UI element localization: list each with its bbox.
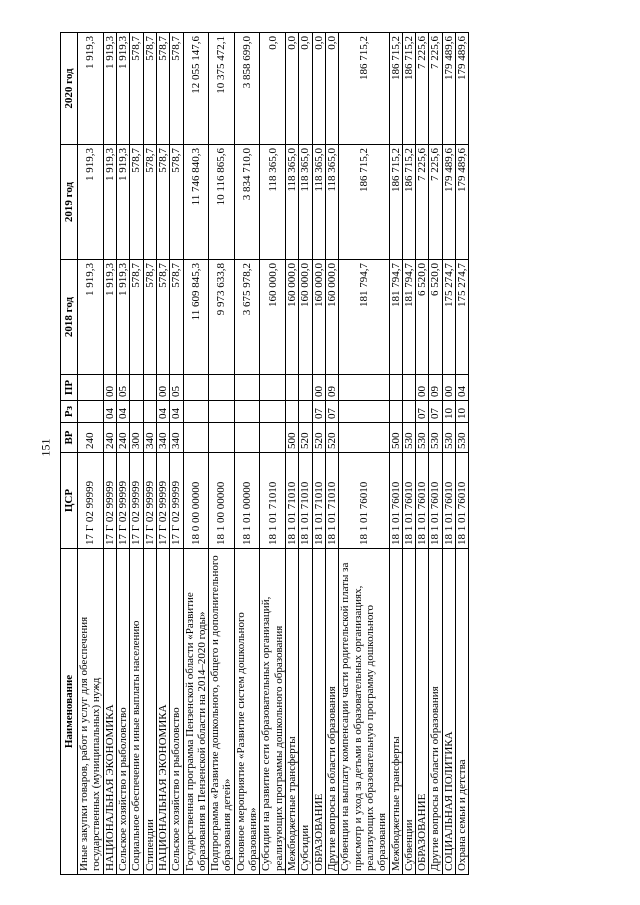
pr-cell: 05 xyxy=(170,375,183,401)
rz-cell xyxy=(209,401,235,423)
value-2019-cell: 1 919,3 xyxy=(103,145,116,260)
row-name-cell: Другие вопросы в области образования xyxy=(325,549,338,875)
csr-cell: 18 1 01 71010 xyxy=(325,453,338,549)
header-csr: ЦСР xyxy=(61,453,78,549)
value-2019-cell: 1 919,3 xyxy=(78,145,104,260)
row-name-cell: Социальное обеспечение и иные выплаты населению xyxy=(130,549,143,875)
table-row xyxy=(442,33,455,875)
table-row xyxy=(456,33,469,875)
vr-cell: 530 xyxy=(402,423,415,453)
pr-cell: 00 xyxy=(156,375,169,401)
csr-cell: 18 1 00 00000 xyxy=(209,453,235,549)
value-2019-cell: 186 715,2 xyxy=(402,145,415,260)
vr-cell: 240 xyxy=(103,423,116,453)
table-row xyxy=(429,33,442,875)
value-2018-cell: 181 794,7 xyxy=(339,260,389,375)
table-row xyxy=(286,33,299,875)
csr-cell: 17 Г 02 99999 xyxy=(103,453,116,549)
rz-cell: 07 xyxy=(325,401,338,423)
csr-cell: 18 1 01 71010 xyxy=(299,453,312,549)
table-row xyxy=(312,33,325,875)
header-row xyxy=(61,33,78,875)
pr-cell xyxy=(209,375,235,401)
value-2018-cell: 160 000,0 xyxy=(299,260,312,375)
csr-cell: 18 1 01 76010 xyxy=(402,453,415,549)
value-2018-cell: 160 000,0 xyxy=(325,260,338,375)
table-row xyxy=(339,33,389,875)
pr-cell: 09 xyxy=(325,375,338,401)
csr-cell: 18 1 01 71010 xyxy=(312,453,325,549)
pr-cell: 00 xyxy=(442,375,455,401)
table-row xyxy=(234,33,260,875)
value-2020-cell: 3 858 699,0 xyxy=(234,33,260,145)
page-number: 151 xyxy=(38,438,53,457)
value-2018-cell: 578,7 xyxy=(156,260,169,375)
value-2019-cell: 118 365,0 xyxy=(299,145,312,260)
header-pr: ПР xyxy=(61,375,78,401)
value-2018-cell: 11 609 845,3 xyxy=(183,260,209,375)
value-2019-cell: 118 365,0 xyxy=(286,145,299,260)
value-2018-cell: 160 000,0 xyxy=(286,260,299,375)
value-2019-cell: 118 365,0 xyxy=(325,145,338,260)
value-2019-cell: 10 116 865,6 xyxy=(209,145,235,260)
vr-cell: 520 xyxy=(299,423,312,453)
vr-cell: 520 xyxy=(312,423,325,453)
pr-cell: 00 xyxy=(103,375,116,401)
pr-cell xyxy=(143,375,156,401)
value-2020-cell: 0,0 xyxy=(325,33,338,145)
rz-cell xyxy=(389,401,402,423)
value-2020-cell: 1 919,3 xyxy=(78,33,104,145)
value-2020-cell: 578,7 xyxy=(170,33,183,145)
table-row xyxy=(402,33,415,875)
vr-cell: 240 xyxy=(116,423,129,453)
table-body xyxy=(78,33,469,875)
row-name-cell: Субсидии на развитие сети образовательных организаций, реализующих программы дошкольного образования xyxy=(260,549,286,875)
value-2020-cell: 186 715,2 xyxy=(339,33,389,145)
pr-cell xyxy=(402,375,415,401)
value-2020-cell: 10 375 472,1 xyxy=(209,33,235,145)
value-2019-cell: 578,7 xyxy=(156,145,169,260)
csr-cell: 18 1 01 76010 xyxy=(389,453,402,549)
value-2018-cell: 578,7 xyxy=(170,260,183,375)
vr-cell: 520 xyxy=(325,423,338,453)
value-2018-cell: 1 919,3 xyxy=(116,260,129,375)
row-name-cell: Подпрограмма «Развитие дошкольного, общего и дополнительного образования детей» xyxy=(209,549,235,875)
table-row xyxy=(183,33,209,875)
csr-cell: 17 Г 02 99999 xyxy=(156,453,169,549)
rz-cell xyxy=(78,401,104,423)
pr-cell xyxy=(339,375,389,401)
value-2020-cell: 578,7 xyxy=(143,33,156,145)
row-name-cell: Субвенции на выплату компенсации части родительской платы за присмотр и уход за детьми в образовательных организациях, реализующих образовательную программу дошкольного образования xyxy=(339,549,389,875)
header-2019: 2019 год xyxy=(61,145,78,260)
pr-cell xyxy=(78,375,104,401)
value-2020-cell: 0,0 xyxy=(286,33,299,145)
value-2018-cell: 1 919,3 xyxy=(78,260,104,375)
vr-cell: 530 xyxy=(416,423,429,453)
value-2019-cell: 118 365,0 xyxy=(312,145,325,260)
table-row xyxy=(116,33,129,875)
value-2019-cell: 118 365,0 xyxy=(260,145,286,260)
value-2019-cell: 186 715,2 xyxy=(389,145,402,260)
table-row xyxy=(130,33,143,875)
pr-cell: 00 xyxy=(312,375,325,401)
value-2020-cell: 186 715,2 xyxy=(389,33,402,145)
value-2020-cell: 179 489,6 xyxy=(456,33,469,145)
row-name-cell: Государственная программа Пензенской области «Развитие образования в Пензенской области на 2014–2020 годы» xyxy=(183,549,209,875)
rz-cell xyxy=(339,401,389,423)
value-2018-cell: 175 274,7 xyxy=(442,260,455,375)
value-2018-cell: 578,7 xyxy=(130,260,143,375)
rz-cell: 07 xyxy=(312,401,325,423)
rz-cell: 10 xyxy=(442,401,455,423)
table-row xyxy=(416,33,429,875)
header-vr: ВР xyxy=(61,423,78,453)
header-name: Наименование xyxy=(61,549,78,875)
vr-cell: 500 xyxy=(389,423,402,453)
csr-cell: 17 Г 02 99999 xyxy=(143,453,156,549)
pr-cell xyxy=(389,375,402,401)
value-2018-cell: 1 919,3 xyxy=(103,260,116,375)
value-2020-cell: 578,7 xyxy=(130,33,143,145)
row-name-cell: Межбюджетные трансферты xyxy=(389,549,402,875)
value-2020-cell: 12 055 147,6 xyxy=(183,33,209,145)
table-row xyxy=(156,33,169,875)
pr-cell xyxy=(234,375,260,401)
header-rz: Рз xyxy=(61,401,78,423)
rz-cell: 04 xyxy=(116,401,129,423)
row-name-cell: Сельское хозяйство и рыболовство xyxy=(170,549,183,875)
pr-cell: 05 xyxy=(116,375,129,401)
vr-cell: 530 xyxy=(442,423,455,453)
vr-cell: 530 xyxy=(429,423,442,453)
value-2020-cell: 7 225,6 xyxy=(429,33,442,145)
value-2018-cell: 181 794,7 xyxy=(389,260,402,375)
row-name-cell: Охрана семьи и детства xyxy=(456,549,469,875)
pr-cell xyxy=(130,375,143,401)
pr-cell xyxy=(299,375,312,401)
table-row xyxy=(325,33,338,875)
vr-cell: 340 xyxy=(170,423,183,453)
csr-cell: 18 1 01 76010 xyxy=(429,453,442,549)
value-2020-cell: 186 715,2 xyxy=(402,33,415,145)
table-row xyxy=(143,33,156,875)
table-row xyxy=(389,33,402,875)
rz-cell: 07 xyxy=(416,401,429,423)
table-row xyxy=(260,33,286,875)
budget-table xyxy=(60,32,469,875)
value-2020-cell: 7 225,6 xyxy=(416,33,429,145)
row-name-cell: Субвенции xyxy=(402,549,415,875)
value-2019-cell: 578,7 xyxy=(170,145,183,260)
table-row xyxy=(103,33,116,875)
row-name-cell: Другие вопросы в области образования xyxy=(429,549,442,875)
value-2019-cell: 179 489,6 xyxy=(442,145,455,260)
value-2019-cell: 3 834 710,0 xyxy=(234,145,260,260)
vr-cell xyxy=(339,423,389,453)
rz-cell xyxy=(234,401,260,423)
value-2018-cell: 3 675 978,2 xyxy=(234,260,260,375)
value-2018-cell: 6 520,0 xyxy=(416,260,429,375)
table-row xyxy=(78,33,104,875)
csr-cell: 17 Г 02 99999 xyxy=(116,453,129,549)
pr-cell: 09 xyxy=(429,375,442,401)
value-2019-cell: 578,7 xyxy=(130,145,143,260)
value-2020-cell: 179 489,6 xyxy=(442,33,455,145)
table-row xyxy=(299,33,312,875)
value-2019-cell: 7 225,6 xyxy=(416,145,429,260)
row-name-cell: Межбюджетные трансферты xyxy=(286,549,299,875)
row-name-cell: Стипендии xyxy=(143,549,156,875)
pr-cell xyxy=(260,375,286,401)
value-2020-cell: 0,0 xyxy=(260,33,286,145)
vr-cell: 300 xyxy=(130,423,143,453)
value-2018-cell: 160 000,0 xyxy=(312,260,325,375)
rz-cell: 04 xyxy=(156,401,169,423)
vr-cell xyxy=(183,423,209,453)
rz-cell xyxy=(299,401,312,423)
row-name-cell: ОБРАЗОВАНИЕ xyxy=(312,549,325,875)
vr-cell xyxy=(260,423,286,453)
rz-cell xyxy=(143,401,156,423)
csr-cell: 18 1 01 76010 xyxy=(442,453,455,549)
vr-cell xyxy=(234,423,260,453)
row-name-cell: ОБРАЗОВАНИЕ xyxy=(416,549,429,875)
csr-cell: 17 Г 02 99999 xyxy=(170,453,183,549)
rz-cell xyxy=(260,401,286,423)
value-2018-cell: 578,7 xyxy=(143,260,156,375)
rz-cell xyxy=(286,401,299,423)
row-name-cell: НАЦИОНАЛЬНАЯ ЭКОНОМИКА xyxy=(156,549,169,875)
csr-cell: 18 0 00 00000 xyxy=(183,453,209,549)
pr-cell: 04 xyxy=(456,375,469,401)
value-2019-cell: 1 919,3 xyxy=(116,145,129,260)
rz-cell xyxy=(130,401,143,423)
rz-cell: 04 xyxy=(170,401,183,423)
row-name-cell: СОЦИАЛЬНАЯ ПОЛИТИКА xyxy=(442,549,455,875)
pr-cell xyxy=(183,375,209,401)
value-2018-cell: 6 520,0 xyxy=(429,260,442,375)
pr-cell: 00 xyxy=(416,375,429,401)
value-2019-cell: 578,7 xyxy=(143,145,156,260)
value-2018-cell: 181 794,7 xyxy=(402,260,415,375)
value-2019-cell: 179 489,6 xyxy=(456,145,469,260)
value-2018-cell: 160 000,0 xyxy=(260,260,286,375)
csr-cell: 17 Г 02 99999 xyxy=(78,453,104,549)
row-name-cell: Сельское хозяйство и рыболовство xyxy=(116,549,129,875)
value-2020-cell: 578,7 xyxy=(156,33,169,145)
rz-cell: 10 xyxy=(456,401,469,423)
vr-cell: 340 xyxy=(156,423,169,453)
rz-cell xyxy=(402,401,415,423)
csr-cell: 18 1 01 71010 xyxy=(286,453,299,549)
vr-cell: 340 xyxy=(143,423,156,453)
csr-cell: 18 1 01 76010 xyxy=(416,453,429,549)
row-name-cell: Иные закупки товаров, работ и услуг для обеспечения государственных (муниципальных) нужд xyxy=(78,549,104,875)
value-2020-cell: 1 919,3 xyxy=(103,33,116,145)
csr-cell: 18 1 01 76010 xyxy=(456,453,469,549)
vr-cell: 240 xyxy=(78,423,104,453)
csr-cell: 17 Г 02 99999 xyxy=(130,453,143,549)
value-2018-cell: 9 973 633,8 xyxy=(209,260,235,375)
table-row xyxy=(170,33,183,875)
csr-cell: 18 1 01 76010 xyxy=(339,453,389,549)
value-2020-cell: 0,0 xyxy=(312,33,325,145)
value-2019-cell: 7 225,6 xyxy=(429,145,442,260)
csr-cell: 18 1 01 00000 xyxy=(234,453,260,549)
table-row xyxy=(209,33,235,875)
rz-cell xyxy=(183,401,209,423)
vr-cell: 500 xyxy=(286,423,299,453)
rz-cell: 04 xyxy=(103,401,116,423)
value-2020-cell: 1 919,3 xyxy=(116,33,129,145)
row-name-cell: Основное мероприятие «Развитие систем дошкольного образования» xyxy=(234,549,260,875)
header-2020: 2020 год xyxy=(61,33,78,145)
vr-cell xyxy=(209,423,235,453)
row-name-cell: НАЦИОНАЛЬНАЯ ЭКОНОМИКА xyxy=(103,549,116,875)
value-2019-cell: 11 746 840,3 xyxy=(183,145,209,260)
value-2018-cell: 175 274,7 xyxy=(456,260,469,375)
rotated-page xyxy=(60,33,635,875)
value-2020-cell: 0,0 xyxy=(299,33,312,145)
pr-cell xyxy=(286,375,299,401)
value-2019-cell: 186 715,2 xyxy=(339,145,389,260)
rz-cell: 07 xyxy=(429,401,442,423)
header-2018: 2018 год xyxy=(61,260,78,375)
row-name-cell: Субсидии xyxy=(299,549,312,875)
vr-cell: 530 xyxy=(456,423,469,453)
csr-cell: 18 1 01 71010 xyxy=(260,453,286,549)
